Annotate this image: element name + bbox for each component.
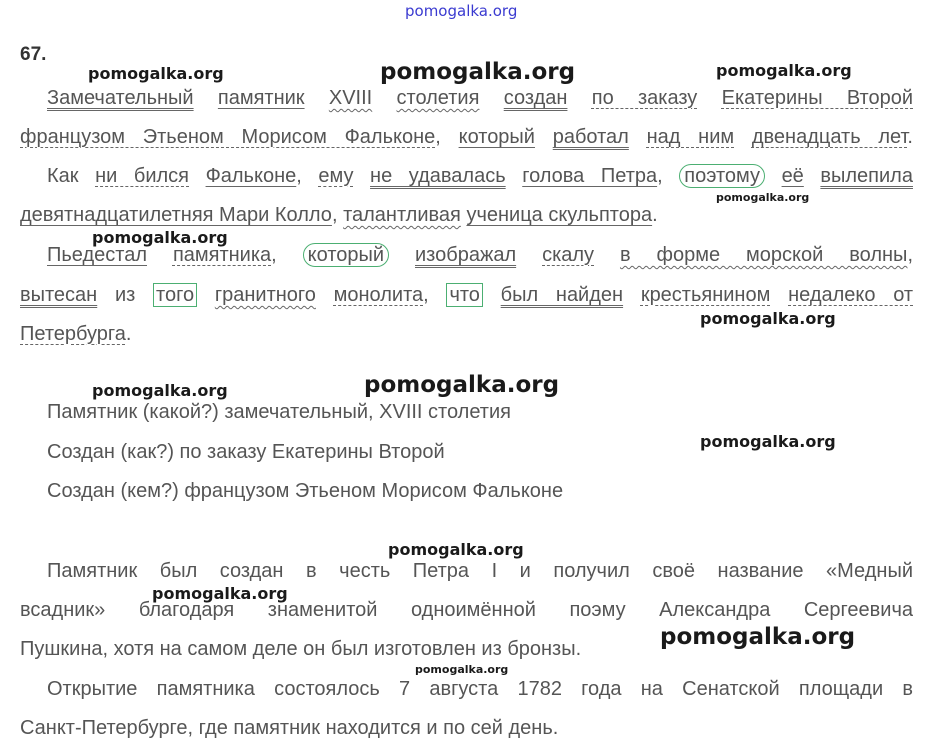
word: Как <box>47 165 79 187</box>
word: двенадцать лет <box>751 126 908 148</box>
paragraph-1-line-2 <box>20 125 913 149</box>
watermark: pomogalka.org <box>716 191 810 204</box>
word: Пьедестал <box>47 244 147 266</box>
word: талантливая <box>343 204 461 226</box>
punct: . <box>652 204 658 226</box>
watermark: pomogalka.org <box>415 663 509 676</box>
word: столетия <box>396 87 480 109</box>
text-line-5: Санкт-Петербурге, где памятник находится и по сей день. <box>20 717 559 739</box>
punct: , <box>296 165 302 187</box>
watermark: pomogalka.org <box>700 309 836 328</box>
watermark: pomogalka.org <box>660 624 856 650</box>
text-line-4: Открытие памятника состоялось 7 августа 1782 года на Сенатской площади в <box>47 678 913 700</box>
word: того <box>153 283 197 307</box>
watermark: pomogalka.org <box>700 432 836 451</box>
watermark: pomogalka.org <box>92 381 228 400</box>
paragraph-3-line-2 <box>20 283 913 307</box>
punct: , <box>423 284 429 306</box>
word: поэтому <box>679 164 765 188</box>
phrase-3: Создан (кем?) французом Этьеном Морисом Фальконе <box>47 480 564 502</box>
word: в форме морской волны <box>619 244 908 266</box>
punct: , <box>907 244 913 266</box>
word: изображал <box>415 244 517 266</box>
text-line-2: всадник» благодаря знаменитой одноимённой поэму Александра Сергеевича <box>20 599 913 621</box>
text-line-3: Пушкина, хотя на самом деле он был изготовлен из бронзы. <box>20 638 582 660</box>
word: не удавалась <box>370 165 506 187</box>
punct: , <box>657 165 663 187</box>
word: памятник <box>217 87 305 109</box>
punct: , <box>435 126 441 148</box>
word: её <box>781 165 804 187</box>
word: который <box>303 243 389 267</box>
word: что <box>446 283 482 307</box>
word: гранитного <box>214 284 316 306</box>
watermark: pomogalka.org <box>380 59 576 85</box>
word: Екатерины Второй <box>721 87 914 109</box>
word: создан <box>503 87 568 109</box>
text-line-1: Памятник был создан в честь Петра I и получил своё название «Медный <box>47 560 913 582</box>
word: из <box>114 284 136 306</box>
phrase-1: Памятник (какой?) замечательный, XVIII столетия <box>47 401 511 423</box>
word: недалеко от <box>788 284 914 306</box>
word: ему <box>318 165 354 187</box>
watermark: pomogalka.org <box>152 584 288 603</box>
word: Фальконе <box>205 165 297 187</box>
phrase-2: Создан (как?) по заказу Екатерины Второй <box>47 441 445 463</box>
paragraph-1-line-1 <box>20 86 913 110</box>
word: французом Этьеном Морисом Фальконе <box>20 126 436 148</box>
word: был найден <box>500 284 624 306</box>
word: по заказу <box>591 87 698 109</box>
punct: . <box>125 323 132 345</box>
word: XVIII <box>328 87 373 109</box>
word: который <box>458 126 535 148</box>
paragraph-2-line-1 <box>20 164 913 188</box>
watermark: pomogalka.org <box>716 61 852 80</box>
word: вылепила <box>820 165 913 187</box>
word: над ним <box>646 126 735 148</box>
word: работал <box>552 126 629 148</box>
watermark: pomogalka.org <box>388 540 524 559</box>
word: Петербурга <box>20 323 126 345</box>
word: крестьянином <box>640 284 771 306</box>
task-number: 67. <box>20 44 47 65</box>
punct: . <box>907 126 913 148</box>
watermark-top: pomogalka.org <box>405 2 518 20</box>
word: ученица скульптора <box>466 204 653 226</box>
watermark: pomogalka.org <box>364 372 560 398</box>
word: памятника <box>172 244 272 266</box>
word: ни бился <box>95 165 189 187</box>
paragraph-3-line-3 <box>20 322 913 346</box>
word: Замечательный <box>47 87 194 109</box>
punct: , <box>331 204 338 226</box>
watermark: pomogalka.org <box>92 228 228 247</box>
word: вытесан <box>20 284 98 306</box>
punct: , <box>271 244 277 266</box>
paragraph-2-line-2 <box>20 203 913 227</box>
watermark: pomogalka.org <box>88 64 224 83</box>
paragraph-3-line-1 <box>20 243 913 267</box>
word: девятнадцатилетняя Мари Колло <box>20 204 332 226</box>
word: монолита <box>333 284 424 306</box>
word: голова Петра <box>522 165 658 187</box>
word: скалу <box>542 244 595 266</box>
